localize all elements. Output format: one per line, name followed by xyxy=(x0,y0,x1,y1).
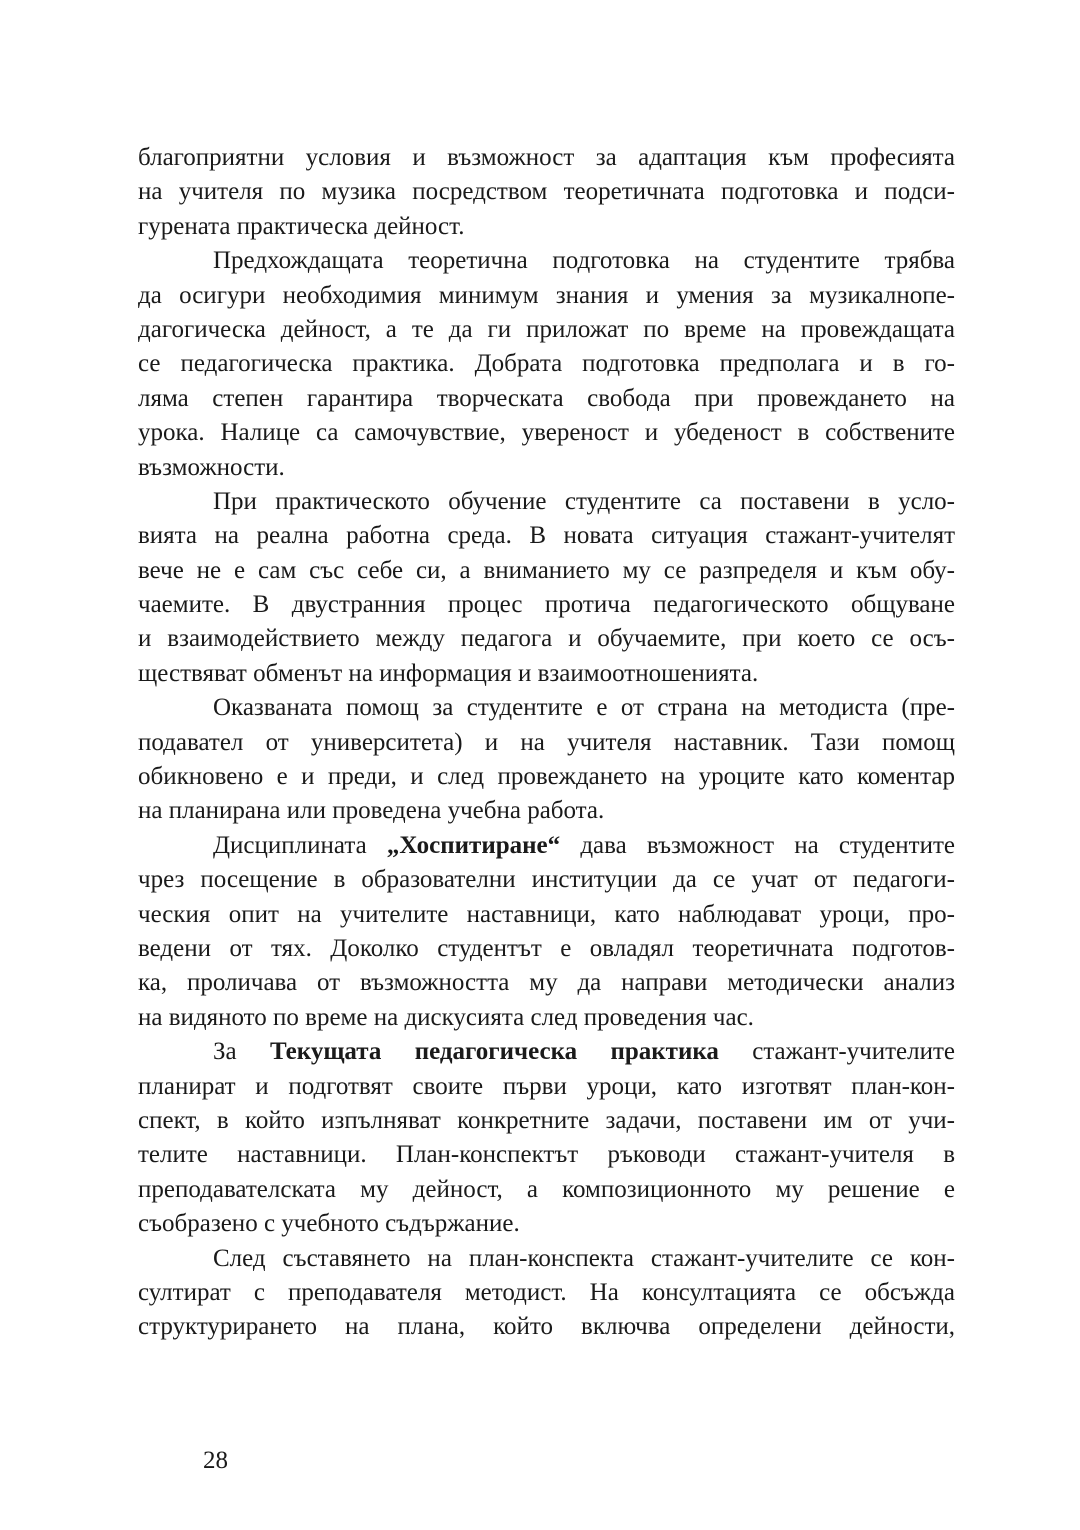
text-segment: За xyxy=(213,1038,270,1066)
text-line: вията на реална работна среда. В новата ситуация стажант-учителят xyxy=(138,522,955,550)
text-line xyxy=(138,829,955,863)
text-line: ведени от тях. Доколко студентът е овладял теоретичната подготов- xyxy=(138,934,955,962)
text-line: Предхождащата теоретична подготовка на студентите трябва xyxy=(213,247,955,275)
text-line: на учителя по музика посредством теоретичната подготовка и подси- xyxy=(138,178,955,206)
text-line: преподавателската му дейност, а композиционното му решение е xyxy=(138,1175,955,1203)
text-line: съобразено с учебното съдържание. xyxy=(138,1210,520,1238)
text-segment: Дисциплината xyxy=(213,831,387,859)
text-line: и взаимодействието между педагога и обучаемите, при което се осъ- xyxy=(138,625,955,653)
text-line: телите наставници. План-конспектът ръководи стажант-учителя в xyxy=(138,1141,955,1169)
text-line: Оказваната помощ за студентите е от страна на методиста (пре- xyxy=(213,694,955,722)
text-line: ществяват обменът на информация и взаимоотношенията. xyxy=(138,659,759,687)
text-line: чрез посещение в образователни институции да се учат от педагоги- xyxy=(138,866,955,894)
text-line: се педагогическа практика. Добрата подготовка предполага и в го- xyxy=(138,350,955,378)
text-line: на планирана или проведена учебна работа. xyxy=(138,797,605,825)
text-line: обикновено е и преди, и след провеждането на уроците като коментар xyxy=(138,763,955,791)
text-line: да осигури необходимия минимум знания и умения за музикалнопе- xyxy=(138,281,955,309)
text-line: дагогическа дейност, а те да ги приложат по време на провеждащата xyxy=(138,315,955,343)
page-number: 28 xyxy=(203,1447,228,1474)
text-line: ка, проличава от възможността му да направи методически анализ xyxy=(138,969,955,997)
text-line: възможности. xyxy=(138,453,285,481)
text-line: ляма степен гарантира творческата свобода при провеждането на xyxy=(138,384,955,412)
text-line: планират и подготвят своите първи уроци, като изготвят план-кон- xyxy=(138,1072,955,1100)
text-line: гурената практическа дейност. xyxy=(138,212,465,240)
term-tekushta-praktika: Текущата педагогическа практика xyxy=(269,1038,719,1066)
text-line: благоприятни условия и възможност за адаптация към професията xyxy=(138,144,955,171)
text-line: султират с преподавателя методист. На консултацията се обсъжда xyxy=(138,1278,955,1306)
text-line: структурирането на плана, който включва определени дейности, xyxy=(138,1313,955,1341)
text-segment: дава възможност на студентите xyxy=(560,831,955,859)
text-line: спект, в който изпълняват конкретните задачи, поставени им от учи- xyxy=(138,1106,955,1134)
text-line: на видяното по време на дискусията след проведения час. xyxy=(138,1003,754,1031)
text-line: вече не е сам със себе си, а вниманието му се разпределя и към обу- xyxy=(138,556,955,584)
text-line xyxy=(138,1035,955,1069)
text-line: урока. Налице са самочувствие, увереност и убеденост в собствените xyxy=(138,419,955,447)
term-hospitirane: „Хоспитиране“ xyxy=(386,831,561,859)
text-line: ческия опит на учителите наставници, като наблюдават уроци, про- xyxy=(138,900,955,928)
text-line: След съставянето на план-конспекта стажант-учителите се кон- xyxy=(213,1244,955,1272)
body-text xyxy=(138,141,955,1345)
text-segment: стажант-учителите xyxy=(718,1038,955,1066)
text-line: При практическото обучение студентите са поставени в усло- xyxy=(213,487,955,515)
text-line: подавател от университета) и на учителя наставник. Тази помощ xyxy=(138,728,955,756)
text-line: чаемите. В двустранния процес протича педагогическото общуване xyxy=(138,591,955,619)
